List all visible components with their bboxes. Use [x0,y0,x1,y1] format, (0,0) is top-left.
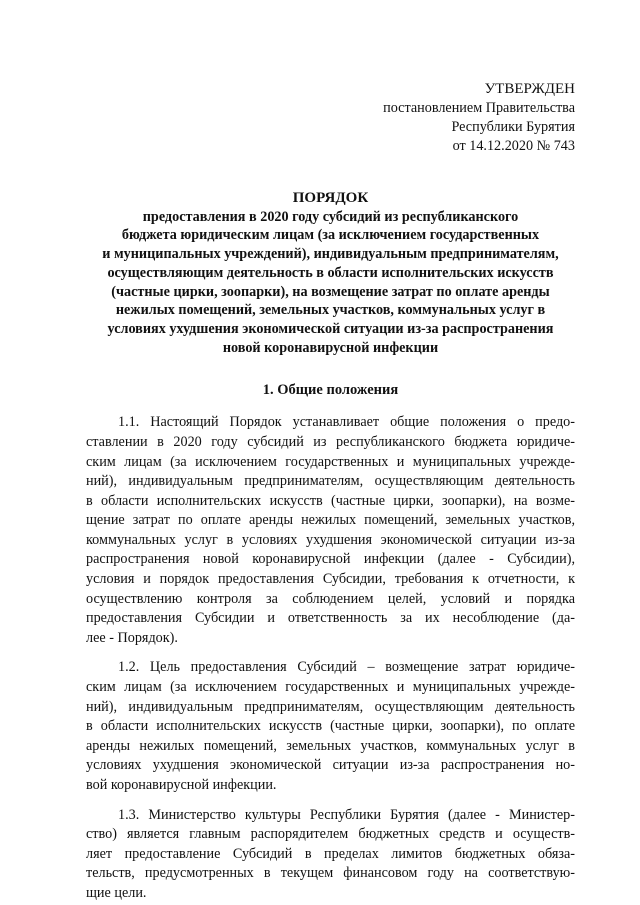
paragraph-line: ний), индивидуальным предпринимателям, осуществляющим деятельность [86,473,575,490]
section-heading: 1. Общие положения [262,382,399,399]
paragraph-line: коммунальных услуг в условиях ухудшения экономической ситуации из-за [86,531,575,548]
paragraph-line: ляет предоставление Субсидий в пределах лимитов бюджетных обяза- [86,845,575,862]
approval-block [86,80,575,156]
paragraph-line: ским лицам (за исключением государственных и муниципальных учрежде- [86,453,575,470]
document-title-line: новой коронавирусной инфекции [222,339,439,356]
document-title-line: предоставления в 2020 году субсидий из республиканского [142,208,519,225]
paragraph-line: в области исполнительских искусств (частные цирки, зоопарки), по оплате [86,718,575,735]
paragraph-line: 1.3. Министерство культуры Республики Бурятия (далее - Министер- [118,806,575,823]
document-title-line: бюджета юридическим лицам (за исключением государственных [121,227,540,244]
document-title-line: условиях ухудшения экономической ситуации из-за распространения [107,320,554,337]
paragraph-line: предоставления Субсидии и ответственность за их несоблюдение (да- [86,610,575,627]
paragraph-line: осуществлению контроля за соблюдением целей, условий и порядка [86,590,575,607]
paragraph-line: тельств, предусмотренных в текущем финансовом году на соответствую- [86,865,575,882]
paragraph-line: вой коронавирусной инфекции. [86,777,277,794]
paragraph-line: ставлении в 2020 году субсидий из республиканского бюджета юридиче- [86,433,575,450]
paragraph-line: в области исполнительских искусств (частные цирки, зоопарки), на возме- [86,492,575,509]
paragraph-line: условиях ухудшения экономической ситуации из-за распространения но- [86,757,575,774]
document-title-line: (частные цирки, зоопарки), на возмещение затрат по оплате аренды [111,283,550,300]
paragraph-1-1 [86,413,575,648]
paragraph-line: аренды нежилых помещений, земельных участков, коммунальных услуг в [86,737,575,754]
approval-region: Республики Бурятия [451,119,575,135]
document-title-line: нежилых помещений, земельных участков, коммунальных услуг в [115,302,546,319]
document-title-main: ПОРЯДОК [292,190,369,206]
paragraph-line: щение затрат по оплате аренды нежилых помещений, земельных участков, [86,512,575,529]
paragraph-line: лее - Порядок). [86,629,178,646]
paragraph-line: 1.2. Цель предоставления Субсидий – возмещение затрат юридиче- [118,659,575,676]
paragraph-1-2 [86,658,575,795]
document-title-line: осуществляющим деятельность в области исполнительских искусств [107,264,554,281]
paragraph-line: ским лицам (за исключением государственных и муниципальных учрежде- [86,679,575,696]
paragraph-line: 1.1. Настоящий Порядок устанавливает общие положения о предо- [118,414,575,431]
paragraph-line: щие цели. [86,884,147,901]
document-title-line: и муниципальных учреждений), индивидуальным предпринимателям, [102,246,559,263]
paragraph-line: ство) является главным распорядителем бюджетных средств и осуществ- [86,826,575,843]
paragraph-line: распространения новой коронавирусной инфекции (далее - Субсидии), [86,551,575,568]
document-title [86,189,575,357]
approval-stamp: УТВЕРЖДЕН [484,81,575,97]
paragraph-line: ний), индивидуальным предпринимателям, осуществляющим деятельность [86,698,575,715]
paragraph-line: условия и порядок предоставления Субсидии, требования к отчетности, к [86,571,575,588]
paragraph-1-3 [86,806,575,904]
approval-authority: постановлением Правительства [383,100,575,116]
approval-date-number: от 14.12.2020 № 743 [452,138,575,154]
